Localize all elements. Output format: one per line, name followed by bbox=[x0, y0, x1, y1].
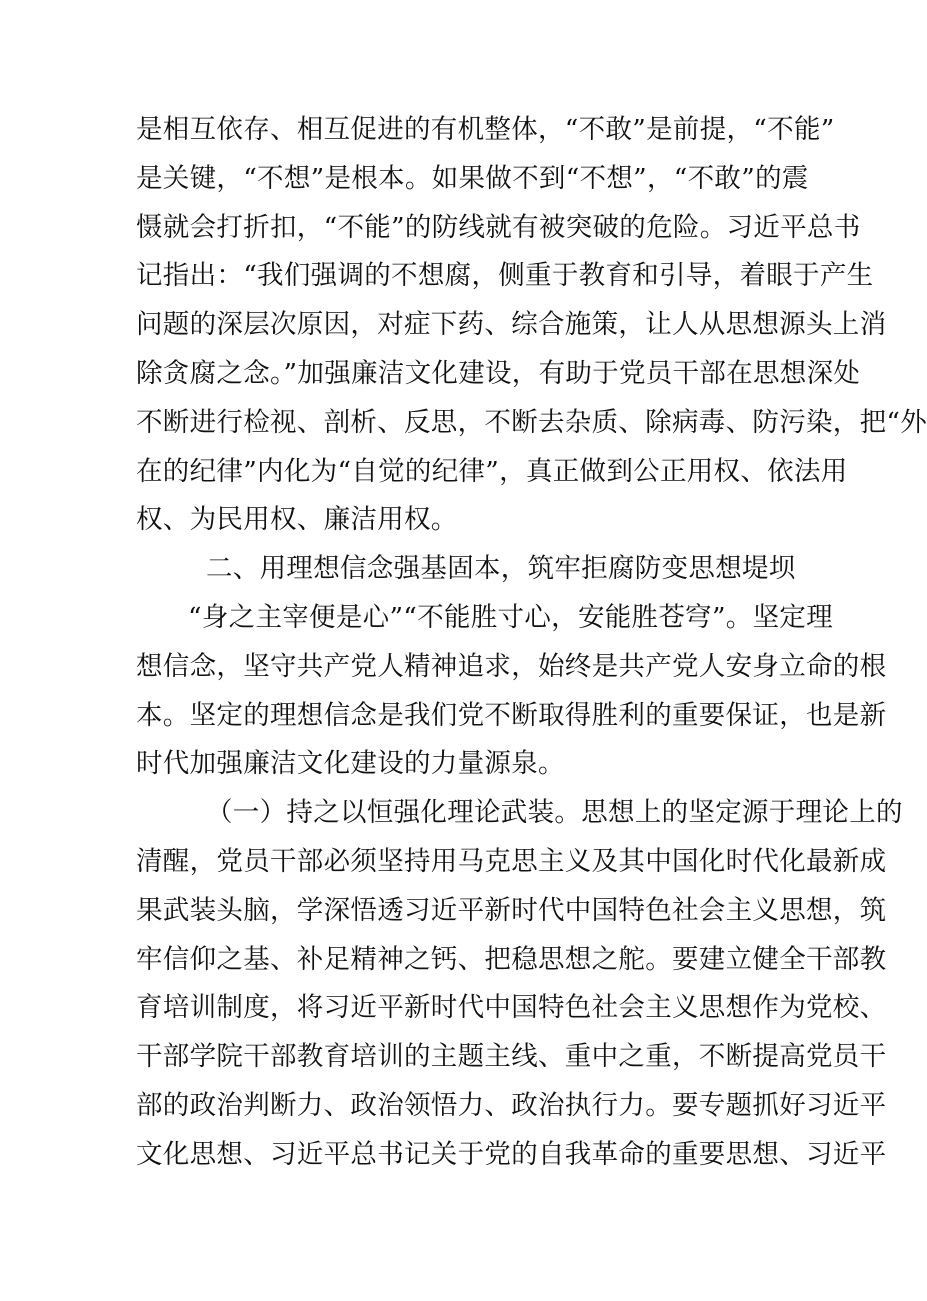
text-line: 本。坚定的理想信念是我们党不断取得胜利的重要保证，也是新 bbox=[136, 699, 887, 731]
text-line: 想信念，坚守共产党人精神追求，始终是共产党人安身立命的根 bbox=[136, 650, 887, 682]
text-line: （一）持之以恒强化理论武装。思想上的坚定源于理论上的 bbox=[206, 797, 903, 829]
text-line: 果武装头脑，学深悟透习近平新时代中国特色社会主义思想，筑 bbox=[136, 894, 887, 926]
text-line: 干部学院干部教育培训的主题主线、重中之重，不断提高党员干 bbox=[136, 1041, 887, 1073]
text-line: 在的纪律”内化为“自觉的纪律”，真正做到公正用权、依法用 bbox=[136, 455, 848, 487]
text-line: 文化思想、习近平总书记关于党的自我革命的重要思想、习近平 bbox=[136, 1138, 887, 1170]
paragraph-ideals bbox=[136, 594, 887, 789]
text-line: 是关键，“不想”是根本。如果做不到“不想”，“不敢”的震 bbox=[136, 162, 809, 194]
text-line: 记指出：“我们强调的不想腐，侧重于教育和引导，着眼于产生 bbox=[136, 260, 874, 292]
text-line: 牢信仰之基、补足精神之钙、把稳思想之舵。要建立健全干部教 bbox=[136, 943, 887, 975]
paragraph-continuation bbox=[136, 106, 927, 545]
text-line: 时代加强廉洁文化建设的力量源泉。 bbox=[136, 748, 565, 780]
text-line: 除贪腐之念。”加强廉洁文化建设，有助于党员干部在思想深处 bbox=[136, 357, 861, 389]
text-line: 不断进行检视、剖析、反思，不断去杂质、除病毒、防污染，把“外 bbox=[136, 406, 927, 438]
document-body bbox=[136, 106, 927, 1180]
text-line: 权、为民用权、廉洁用权。 bbox=[136, 504, 458, 536]
paragraph-theory bbox=[136, 789, 903, 1179]
text-line: 部的政治判断力、政治领悟力、政治执行力。要专题抓好习近平 bbox=[136, 1089, 887, 1121]
text-line: 问题的深层次原因，对症下药、综合施策，让人从思想源头上消 bbox=[136, 309, 887, 341]
text-line: 育培训制度，将习近平新时代中国特色社会主义思想作为党校、 bbox=[136, 992, 887, 1024]
text-line: 慑就会打折扣，“不能”的防线就有被突破的危险。习近平总书 bbox=[136, 211, 861, 243]
section-heading: 二、用理想信念强基固本，筑牢拒腐防变思想堤坝 bbox=[206, 553, 796, 585]
text-line: “身之主宰便是心”“不能胜寸心，安能胜苍穹”。坚定理 bbox=[188, 601, 833, 633]
text-line: 清醒，党员干部必须坚持用马克思主义及其中国化时代化最新成 bbox=[136, 845, 887, 877]
text-line: 是相互依存、相互促进的有机整体，“不敢”是前提，“不能” bbox=[136, 114, 835, 145]
